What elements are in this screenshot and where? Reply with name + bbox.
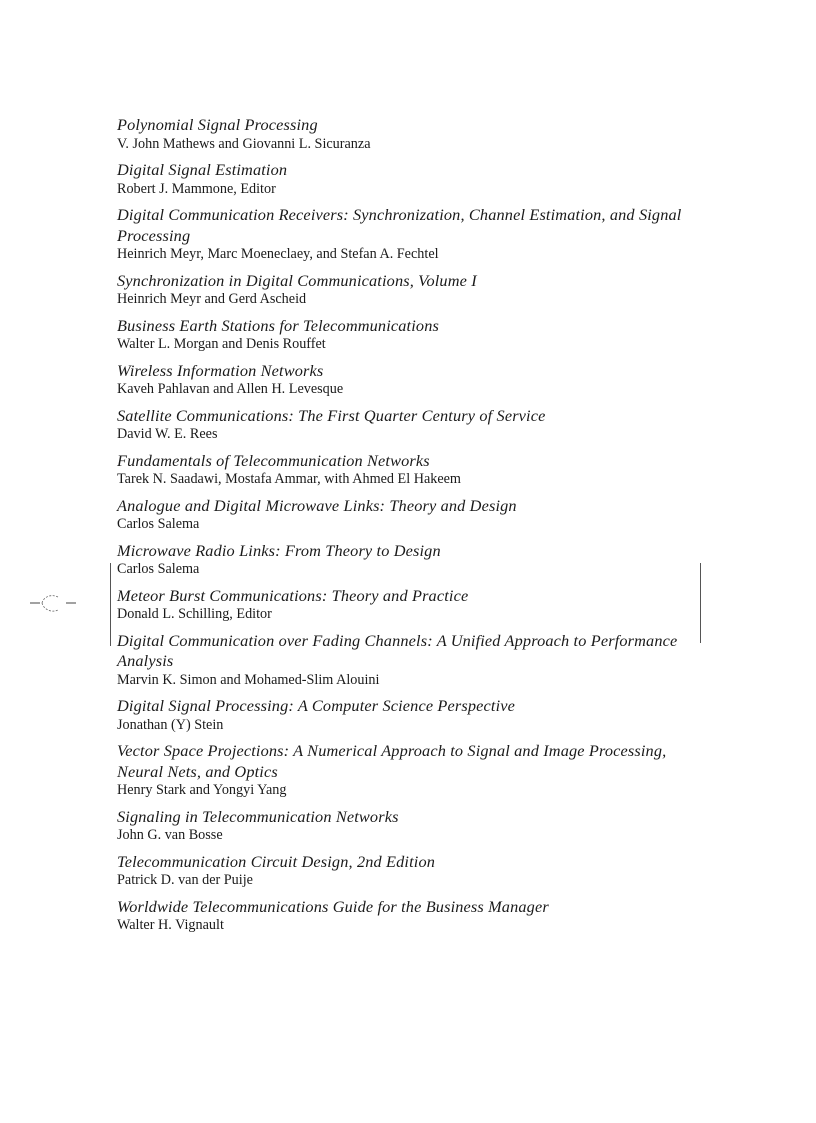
- book-entry: [117, 852, 707, 890]
- book-title: Fundamentals of Telecommunication Networks: [117, 450, 430, 470]
- book-entry: [117, 741, 707, 799]
- book-authors: Walter H. Vignault: [117, 917, 224, 933]
- book-entry: [117, 586, 707, 624]
- book-title: Synchronization in Digital Communications, Volume I: [117, 270, 477, 290]
- book-authors: Patrick D. van der Puije: [117, 872, 253, 888]
- book-entry: [117, 205, 707, 263]
- book-title: Digital Signal Processing: A Computer Science Perspective: [117, 696, 516, 715]
- book-entry: [117, 160, 707, 198]
- book-authors: Robert J. Mammone, Editor: [117, 180, 276, 197]
- book-entry: [117, 451, 707, 489]
- book-authors: Walter L. Morgan and Denis Rouffet: [117, 336, 326, 352]
- book-entry: [117, 316, 707, 354]
- book-title: Worldwide Telecommunications Guide for the Business Manager: [117, 896, 549, 916]
- book-title: Satellite Communications: The First Quarter Century of Service: [117, 405, 546, 425]
- book-title: Polynomial Signal Processing: [117, 115, 318, 134]
- book-authors: John G. van Bosse: [117, 827, 223, 843]
- book-title: Digital Communication over Fading Channels: A Unified Approach to Performance Analysis: [117, 630, 678, 670]
- book-authors: Jonathan (Y) Stein: [117, 716, 224, 733]
- crop-mark-right: [700, 563, 701, 643]
- book-series-list: [117, 115, 707, 942]
- book-title: Signaling in Telecommunication Networks: [117, 806, 399, 826]
- crop-mark-left: [110, 563, 111, 646]
- book-title: Digital Communication Receivers: Synchronization, Channel Estimation, and Signal Processing: [117, 205, 682, 245]
- book-authors: Henry Stark and Yongyi Yang: [117, 782, 287, 798]
- book-authors: Tarek N. Saadawi, Mostafa Ammar, with Ahmed El Hakeem: [117, 471, 461, 487]
- book-title: Business Earth Stations for Telecommunications: [117, 315, 439, 335]
- book-authors: Heinrich Meyr and Gerd Ascheid: [117, 291, 307, 307]
- registration-mark-icon: [30, 592, 76, 616]
- book-entry: [117, 807, 707, 845]
- book-entry: [117, 541, 707, 579]
- book-title: Digital Signal Estimation: [117, 160, 288, 179]
- book-authors: Donald L. Schilling, Editor: [117, 606, 272, 622]
- book-title: Analogue and Digital Microwave Links: Theory and Design: [117, 495, 517, 515]
- book-authors: David W. E. Rees: [117, 426, 218, 442]
- book-authors: Carlos Salema: [117, 516, 200, 532]
- book-entry: [117, 406, 707, 444]
- book-entry: [117, 696, 707, 734]
- book-entry: [117, 496, 707, 534]
- book-title: Meteor Burst Communications: Theory and Practice: [117, 585, 469, 605]
- book-entry: [117, 631, 707, 689]
- book-authors: Kaveh Pahlavan and Allen H. Levesque: [117, 381, 344, 397]
- book-entry: [117, 115, 707, 153]
- book-authors: Carlos Salema: [117, 561, 200, 577]
- book-authors: Marvin K. Simon and Mohamed-Slim Alouini: [117, 671, 380, 688]
- book-entry: [117, 271, 707, 309]
- book-title: Telecommunication Circuit Design, 2nd Edition: [117, 851, 436, 871]
- book-authors: V. John Mathews and Giovanni L. Sicuranza: [117, 135, 371, 152]
- book-title: Microwave Radio Links: From Theory to Design: [117, 540, 441, 560]
- book-entry: [117, 897, 707, 935]
- book-title: Wireless Information Networks: [117, 360, 324, 380]
- book-title: Vector Space Projections: A Numerical Approach to Signal and Image Processing, Neural Nets, and Optics: [117, 741, 667, 781]
- book-entry: [117, 361, 707, 399]
- book-authors: Heinrich Meyr, Marc Moeneclaey, and Stefan A. Fechtel: [117, 246, 439, 262]
